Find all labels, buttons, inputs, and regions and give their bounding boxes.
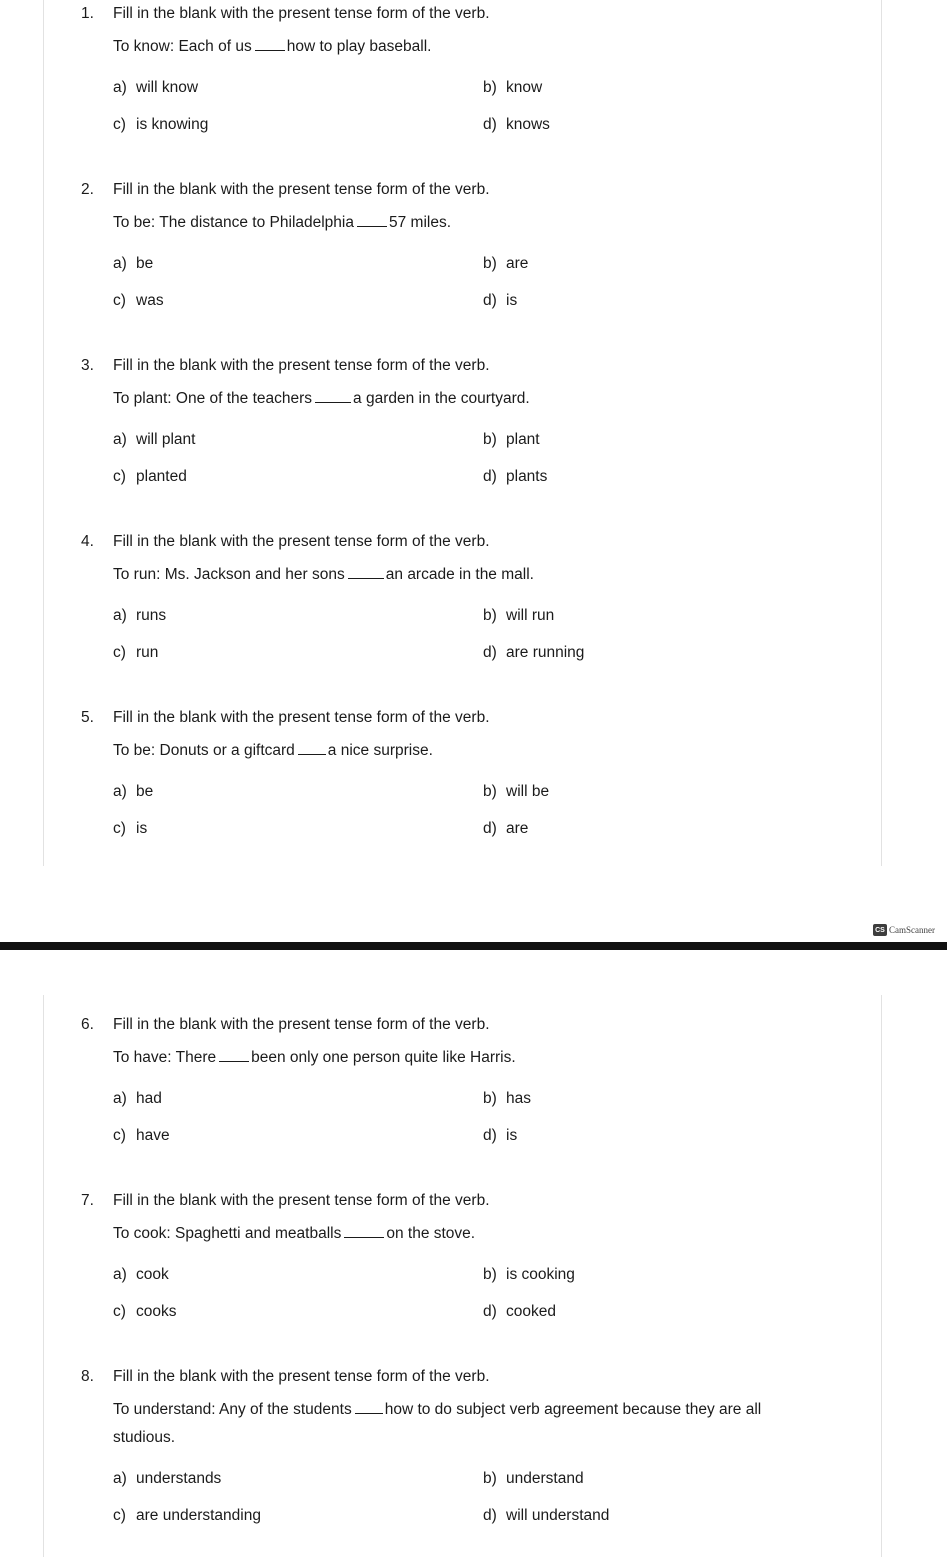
question-instruction: Fill in the blank with the present tense form of the verb.	[113, 181, 490, 198]
option-text: are running	[506, 644, 585, 661]
question-sentence	[113, 33, 803, 61]
option-letter: a)	[113, 79, 127, 96]
option-letter: c)	[113, 820, 126, 837]
option-c[interactable]	[113, 1303, 177, 1321]
option-b[interactable]	[483, 607, 554, 625]
option-a[interactable]	[113, 255, 153, 273]
question-number: 7.	[81, 1192, 94, 1209]
option-text: is knowing	[136, 116, 209, 133]
option-text: plant	[506, 431, 540, 448]
sentence-end: been only one person quite like Harris.	[251, 1049, 516, 1066]
answer-blank	[357, 214, 387, 227]
option-letter: a)	[113, 1266, 127, 1283]
option-letter: d)	[483, 644, 497, 661]
answer-blank	[315, 390, 351, 403]
option-letter: c)	[113, 1303, 126, 1320]
option-text: has	[506, 1090, 531, 1107]
option-text: is	[506, 292, 518, 309]
option-text: knows	[506, 116, 550, 133]
answer-blank	[355, 1401, 383, 1414]
option-letter: b)	[483, 79, 497, 96]
question-number: 5.	[81, 709, 94, 726]
option-text: are	[506, 255, 529, 272]
question-number: 3.	[81, 357, 94, 374]
page-border-left	[43, 995, 44, 1557]
camscanner-logo-icon: CS	[873, 924, 887, 936]
option-d[interactable]	[483, 292, 517, 310]
answer-blank	[298, 742, 326, 755]
option-letter: a)	[113, 607, 127, 624]
option-letter: d)	[483, 116, 497, 133]
sentence-start: To know: Each of us	[113, 38, 252, 55]
sentence-start: To cook: Spaghetti and meatballs	[113, 1225, 342, 1242]
option-text: be	[136, 783, 154, 800]
option-letter: c)	[113, 1127, 126, 1144]
option-text: will understand	[506, 1507, 610, 1524]
camscanner-watermark	[873, 923, 935, 937]
option-c[interactable]	[113, 1507, 261, 1525]
sentence-end: how to do subject verb agreement because they are all studious.	[113, 1401, 762, 1446]
option-letter: b)	[483, 1090, 497, 1107]
option-d[interactable]	[483, 1303, 556, 1321]
option-b[interactable]	[483, 431, 540, 449]
question-instruction: Fill in the blank with the present tense form of the verb.	[113, 1016, 490, 1033]
camscanner-text: CamScanner	[889, 925, 935, 935]
option-c[interactable]	[113, 116, 208, 134]
question-number: 2.	[81, 181, 94, 198]
option-d[interactable]	[483, 820, 528, 838]
question-number: 1.	[81, 5, 94, 22]
option-b[interactable]	[483, 255, 528, 273]
option-a[interactable]	[113, 79, 198, 97]
sentence-end: how to play baseball.	[286, 38, 432, 55]
option-letter: c)	[113, 1507, 126, 1524]
option-text: be	[136, 255, 154, 272]
option-b[interactable]	[483, 1266, 575, 1284]
option-text: know	[506, 79, 543, 96]
option-text: planted	[136, 468, 187, 485]
option-letter: d)	[483, 820, 497, 837]
option-text: cook	[136, 1266, 169, 1283]
question-sentence	[113, 1396, 803, 1452]
answer-blank	[255, 38, 285, 51]
option-text: runs	[136, 607, 167, 624]
option-a[interactable]	[113, 1266, 169, 1284]
option-a[interactable]	[113, 607, 166, 625]
option-a[interactable]	[113, 431, 195, 449]
answer-blank	[348, 566, 384, 579]
question-instruction: Fill in the blank with the present tense form of the verb.	[113, 1368, 490, 1385]
sentence-end: 57 miles.	[389, 214, 452, 231]
option-text: have	[136, 1127, 170, 1144]
sentence-start: To understand: Any of the students	[113, 1401, 352, 1418]
sentence-end: a garden in the courtyard.	[353, 390, 530, 407]
option-c[interactable]	[113, 644, 158, 662]
option-c[interactable]	[113, 820, 147, 838]
option-text: cooks	[136, 1303, 177, 1320]
option-letter: a)	[113, 431, 127, 448]
option-text: was	[136, 292, 164, 309]
answer-blank	[344, 1225, 384, 1238]
question-instruction: Fill in the blank with the present tense form of the verb.	[113, 533, 490, 550]
question-instruction: Fill in the blank with the present tense form of the verb.	[113, 5, 490, 22]
option-letter: b)	[483, 255, 497, 272]
option-text: will know	[136, 79, 199, 96]
page-border-right	[881, 995, 882, 1557]
option-c[interactable]	[113, 468, 187, 486]
sentence-end: on the stove.	[386, 1225, 476, 1242]
question-sentence	[113, 209, 803, 237]
sentence-start: To run: Ms. Jackson and her sons	[113, 566, 345, 583]
option-letter: d)	[483, 468, 497, 485]
option-letter: d)	[483, 1507, 497, 1524]
question-number: 4.	[81, 533, 94, 550]
question-sentence	[113, 1220, 803, 1248]
option-text: run	[136, 644, 159, 661]
answer-blank	[219, 1049, 249, 1062]
page-divider	[0, 942, 947, 950]
question-number: 8.	[81, 1368, 94, 1385]
sentence-end: a nice surprise.	[327, 742, 433, 759]
option-text: plants	[506, 468, 548, 485]
question-sentence	[113, 561, 803, 589]
option-d[interactable]	[483, 1127, 517, 1145]
option-letter: a)	[113, 255, 127, 272]
option-b[interactable]	[483, 1090, 531, 1108]
sentence-end: an arcade in the mall.	[385, 566, 534, 583]
option-letter: a)	[113, 1470, 127, 1487]
option-a[interactable]	[113, 1470, 221, 1488]
option-a[interactable]	[113, 783, 153, 801]
option-text: understand	[506, 1470, 584, 1487]
option-letter: b)	[483, 431, 497, 448]
question-sentence	[113, 737, 803, 765]
sentence-start: To plant: One of the teachers	[113, 390, 313, 407]
sentence-start: To be: Donuts or a giftcard	[113, 742, 295, 759]
sentence-start: To be: The distance to Philadelphia	[113, 214, 354, 231]
option-c[interactable]	[113, 292, 164, 310]
option-text: is	[136, 820, 148, 837]
option-d[interactable]	[483, 468, 547, 486]
option-letter: c)	[113, 116, 126, 133]
option-letter: b)	[483, 783, 497, 800]
option-text: are understanding	[136, 1507, 261, 1524]
option-letter: d)	[483, 1303, 497, 1320]
question-sentence	[113, 385, 803, 413]
option-letter: c)	[113, 292, 126, 309]
option-letter: a)	[113, 783, 127, 800]
question-instruction: Fill in the blank with the present tense form of the verb.	[113, 357, 490, 374]
option-letter: b)	[483, 1266, 497, 1283]
option-d[interactable]	[483, 116, 550, 134]
option-c[interactable]	[113, 1127, 170, 1145]
option-d[interactable]	[483, 644, 584, 662]
page-border-left	[43, 0, 44, 866]
option-text: cooked	[506, 1303, 556, 1320]
option-letter: a)	[113, 1090, 127, 1107]
option-b[interactable]	[483, 79, 542, 97]
question-number: 6.	[81, 1016, 94, 1033]
option-d[interactable]	[483, 1507, 609, 1525]
page-border-right	[881, 0, 882, 866]
option-b[interactable]	[483, 783, 549, 801]
option-text: understands	[136, 1470, 222, 1487]
option-text: will plant	[136, 431, 196, 448]
option-letter: d)	[483, 1127, 497, 1144]
option-b[interactable]	[483, 1470, 584, 1488]
option-text: are	[506, 820, 529, 837]
option-a[interactable]	[113, 1090, 162, 1108]
option-text: is	[506, 1127, 518, 1144]
question-sentence	[113, 1044, 803, 1072]
option-text: had	[136, 1090, 162, 1107]
option-letter: c)	[113, 468, 126, 485]
option-letter: d)	[483, 292, 497, 309]
option-letter: b)	[483, 607, 497, 624]
question-instruction: Fill in the blank with the present tense form of the verb.	[113, 709, 490, 726]
option-letter: c)	[113, 644, 126, 661]
sentence-start: To have: There	[113, 1049, 217, 1066]
question-instruction: Fill in the blank with the present tense form of the verb.	[113, 1192, 490, 1209]
option-text: will be	[506, 783, 550, 800]
option-letter: b)	[483, 1470, 497, 1487]
option-text: will run	[506, 607, 555, 624]
option-text: is cooking	[506, 1266, 575, 1283]
